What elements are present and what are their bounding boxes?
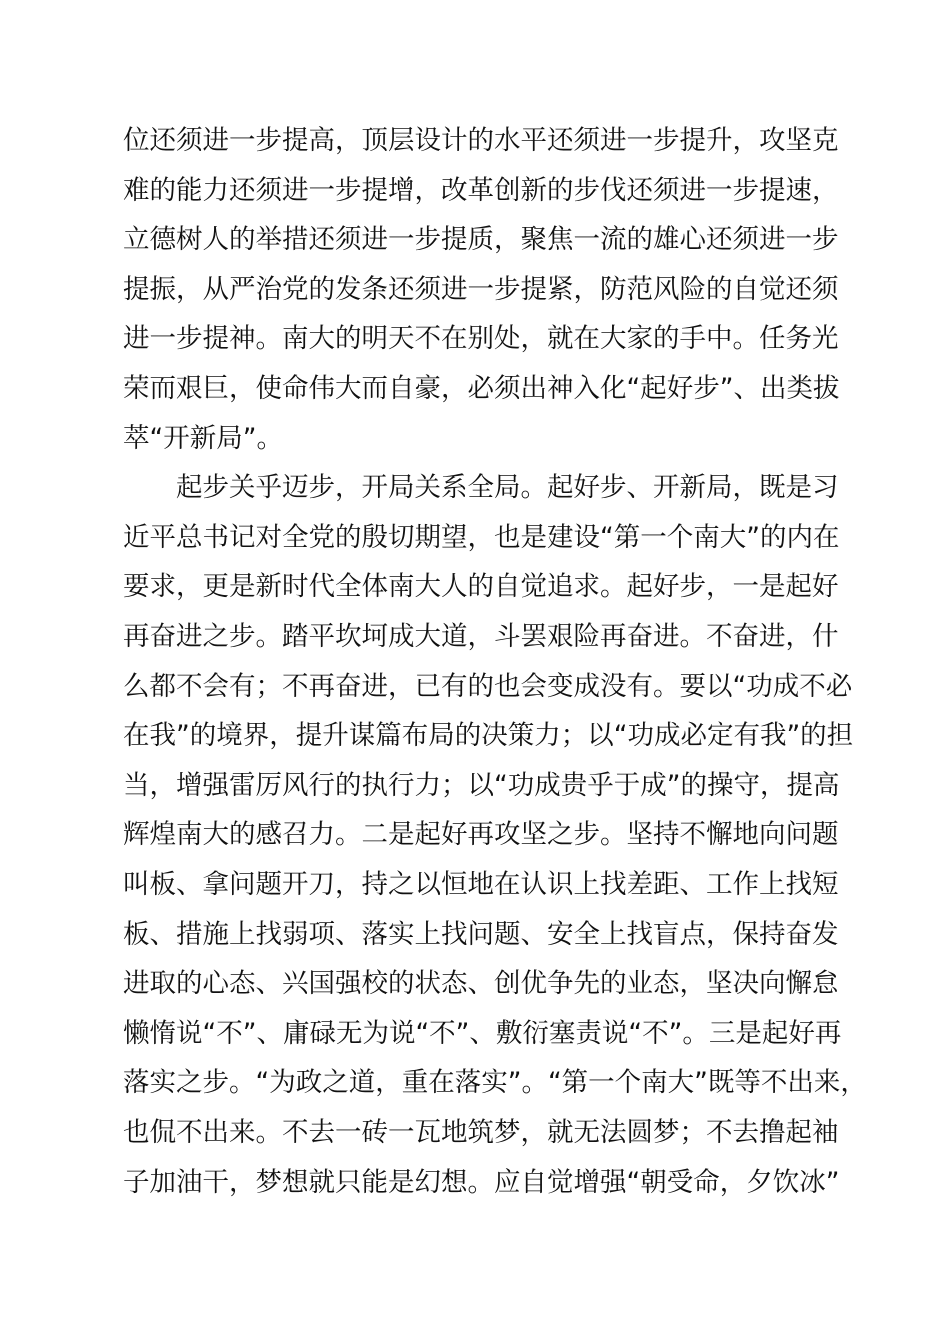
text-line: 立德树人的举措还须进一步提质，聚焦一流的雄心还须进一步 bbox=[123, 224, 839, 256]
text-line: 起步关乎迈步，开局关系全局。起好步、开新局，既是习 bbox=[123, 472, 839, 504]
text-line: 难的能力还须进一步提增，改革创新的步伐还须进一步提速， bbox=[123, 174, 839, 206]
text-line: 落实之步。“为政之道，重在落实”。“第一个南大”既等不出来， bbox=[123, 1067, 867, 1099]
text-line: 也侃不出来。不去一砖一瓦地筑梦，就无法圆梦；不去撸起袖 bbox=[123, 1117, 839, 1148]
text-line: 辉煌南大的感召力。二是起好再攻坚之步。坚持不懈地向问题 bbox=[123, 819, 839, 851]
text-line: 当，增强雷厉风行的执行力；以“功成贵乎于成”的操守，提高 bbox=[123, 769, 840, 801]
text-line: 懒惰说“不”、庸碌无为说“不”、敷衍塞责说“不”。三是起好再 bbox=[123, 1017, 842, 1049]
text-line: 么都不会有；不再奋进，已有的也会变成没有。要以“功成不必 bbox=[123, 670, 853, 702]
text-line: 板、措施上找弱项、落实上找问题、安全上找盲点，保持奋发 bbox=[123, 918, 839, 950]
text-line: 叫板、拿问题开刀，持之以恒地在认识上找差距、工作上找短 bbox=[123, 869, 839, 900]
text-line: 荣而艰巨，使命伟大而自豪，必须出神入化“起好步”、出类拔 bbox=[123, 373, 840, 404]
text-line: 子加油干，梦想就只能是幻想。应自觉增强“朝受命，夕饮冰” bbox=[123, 1166, 840, 1198]
text-line: 进取的心态、兴国强校的状态、创优争先的业态，坚决向懈怠 bbox=[123, 968, 839, 1000]
text-line: 近平总书记对全党的殷切期望，也是建设“第一个南大”的内在 bbox=[123, 521, 840, 553]
text-line: 萃“开新局”。 bbox=[123, 422, 283, 454]
text-line: 再奋进之步。踏平坎坷成大道，斗罢艰险再奋进。不奋进，什 bbox=[123, 621, 839, 652]
text-line: 要求，更是新时代全体南大人的自觉追求。起好步，一是起好 bbox=[123, 571, 839, 603]
text-line: 进一步提神。南大的明天不在别处，就在大家的手中。任务光 bbox=[123, 323, 839, 355]
text-line: 在我”的境界，提升谋篇布局的决策力；以“功成必定有我”的担 bbox=[123, 720, 854, 752]
text-line: 提振，从严治党的发条还须进一步提紧，防范风险的自觉还须 bbox=[123, 273, 839, 305]
text-line: 位还须进一步提高，顶层设计的水平还须进一步提升，攻坚克 bbox=[123, 125, 839, 156]
